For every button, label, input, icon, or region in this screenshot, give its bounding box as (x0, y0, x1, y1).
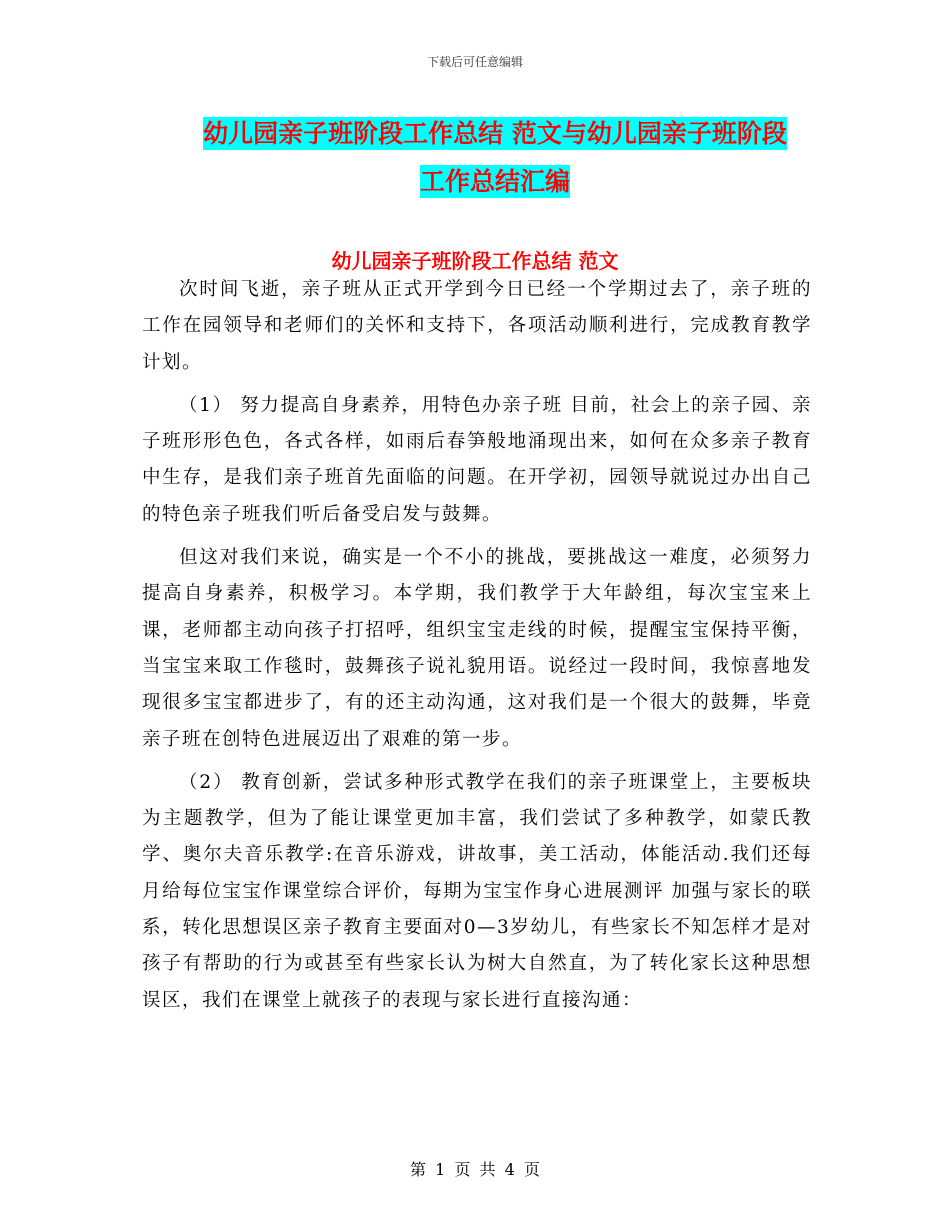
section-title: 幼儿园亲子班阶段工作总结 范文 (331, 249, 619, 273)
footer-page-word: 页 (454, 1160, 471, 1179)
document-title (140, 110, 850, 206)
title-line-2: 工作总结汇编 (419, 167, 570, 196)
title-line-1: 幼儿园亲子班阶段工作总结 范文与幼儿园亲子班阶段 (203, 119, 787, 148)
document-body (142, 272, 812, 1026)
header-note: 下载后可任意编辑 (426, 55, 523, 69)
footer-total-pages: 4 (504, 1160, 515, 1179)
footer-prefix: 第 (410, 1160, 427, 1179)
paragraph: （1） 努力提高自身素养，用特色办亲子班 目前，社会上的亲子园、亲子班形形色色，各式各样，如雨后春笋般地涌现出来，如何在众多亲子教育中生存，是我们亲子班首先面临的问题。在开学初，园领导就说过办出自己的特色亲子班我们听后备受启发与鼓舞。 (142, 394, 812, 525)
footer-page-number: 1 (435, 1160, 446, 1179)
page-footer (0, 1157, 950, 1180)
paragraph: （2） 教育创新，尝试多种形式教学在我们的亲子班课堂上，主要板块为主题教学，但为了能让课堂更加丰富，我们尝试了多种教学，如蒙氏教学、奥尔夫音乐教学:在音乐游戏，讲故事，美工活动，体能活动.我们还每月给每位宝宝作课堂综合评价，每期为宝宝作身心进展测评 加强与家长的联系，转化思想误区亲子教育主要面对0—3岁幼儿，有些家长不知怎样才是对孩子有帮助的行为或甚至有些家长认为树大自然直，为了转化家长这种思想误区，我们在课堂上就孩子的表现与家长进行直接沟通： (142, 771, 812, 1011)
paragraph: 但这对我们来说，确实是一个不小的挑战，要挑战这一难度，必须努力提高自身素养，积极学习。本学期，我们教学于大年龄组，每次宝宝来上课，老师都主动向孩子打招呼，组织宝宝走线的时候，提醒宝宝保持平衡，当宝宝来取工作毯时，鼓舞孩子说礼貌用语。说经过一段时间，我惊喜地发现很多宝宝都进步了，有的还主动沟通，这对我们是一个很大的鼓舞，毕竟亲子班在创特色进展迈出了艰难的第一步。 (142, 547, 812, 750)
paragraph: 次时间飞逝，亲子班从正式开学到今日已经一个学期过去了，亲子班的工作在园领导和老师们的关怀和支持下，各项活动顺利进行，完成教育教学计划。 (142, 279, 812, 373)
footer-total-prefix: 共 (479, 1160, 496, 1179)
footer-suffix: 页 (523, 1160, 540, 1179)
